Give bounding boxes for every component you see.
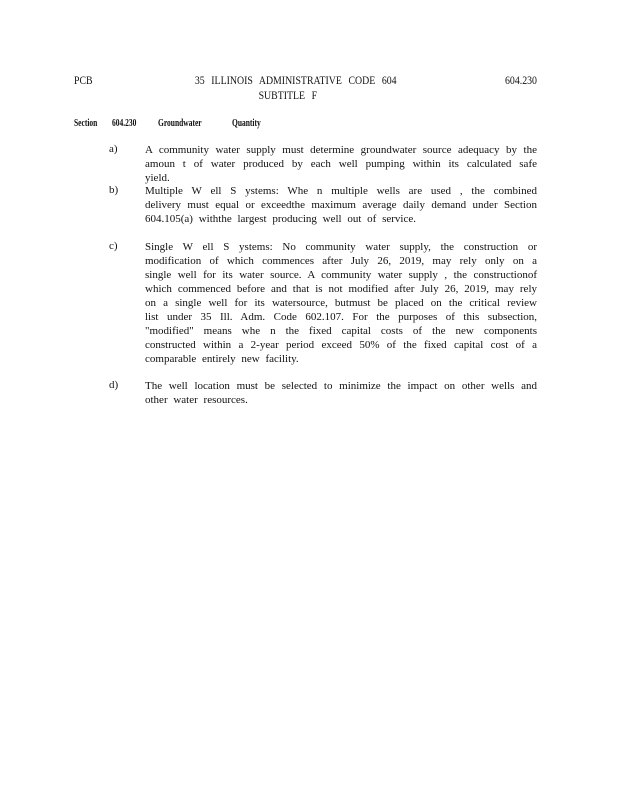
subsection-text: Single W ell S ystems: No community water supply, the construction or modification of which commences after July 26, 2019, may rely only on a single well for its water source. A community water supply , the constructionof which commenced before and that is not modified after July 26, 2019, may rely on a single well for its watersource, butmust be placed on the critical review list under 35 Ill. Adm. Code 602.107. For the purposes of this subsection, "modified" means whe n the fixed capital costs of the new components constructed within a 2-year period exceed 50% of the fixed capital cost of a comparable entirely new facility.	[145, 241, 537, 365]
header-title	[174, 73, 406, 103]
header-section-number: 604.230	[505, 73, 537, 87]
subsection-label: c)	[109, 240, 118, 252]
section-word: Section	[74, 118, 98, 129]
section-title-groundwater: Groundwater	[158, 118, 202, 129]
subsection-label: b)	[109, 184, 119, 196]
subsection-label: a)	[109, 143, 118, 155]
header-agency: PCB	[74, 73, 93, 87]
section-title-quantity: Quantity	[232, 118, 261, 129]
subsection-text: Multiple W ell S ystems: Whe n multiple wells are used , the combined delivery must equal or exceedthe maximum average daily demand under Section 604.105(a) withthe largest producing well out of service.	[145, 185, 537, 225]
subsection-text: A community water supply must determine groundwater source adequacy by the amoun t of water produced by each well pumping within its calculated safe yield.	[145, 144, 537, 184]
subsection-label: d)	[109, 379, 119, 391]
subsection-text: The well location must be selected to minimize the impact on other wells and other water resources.	[145, 380, 537, 406]
section-number: 604.230	[112, 118, 137, 129]
header-code-line: 35 ILLINOIS ADMINISTRATIVE CODE 604	[194, 73, 397, 87]
header-subtitle-line: SUBTITLE F	[258, 88, 318, 102]
